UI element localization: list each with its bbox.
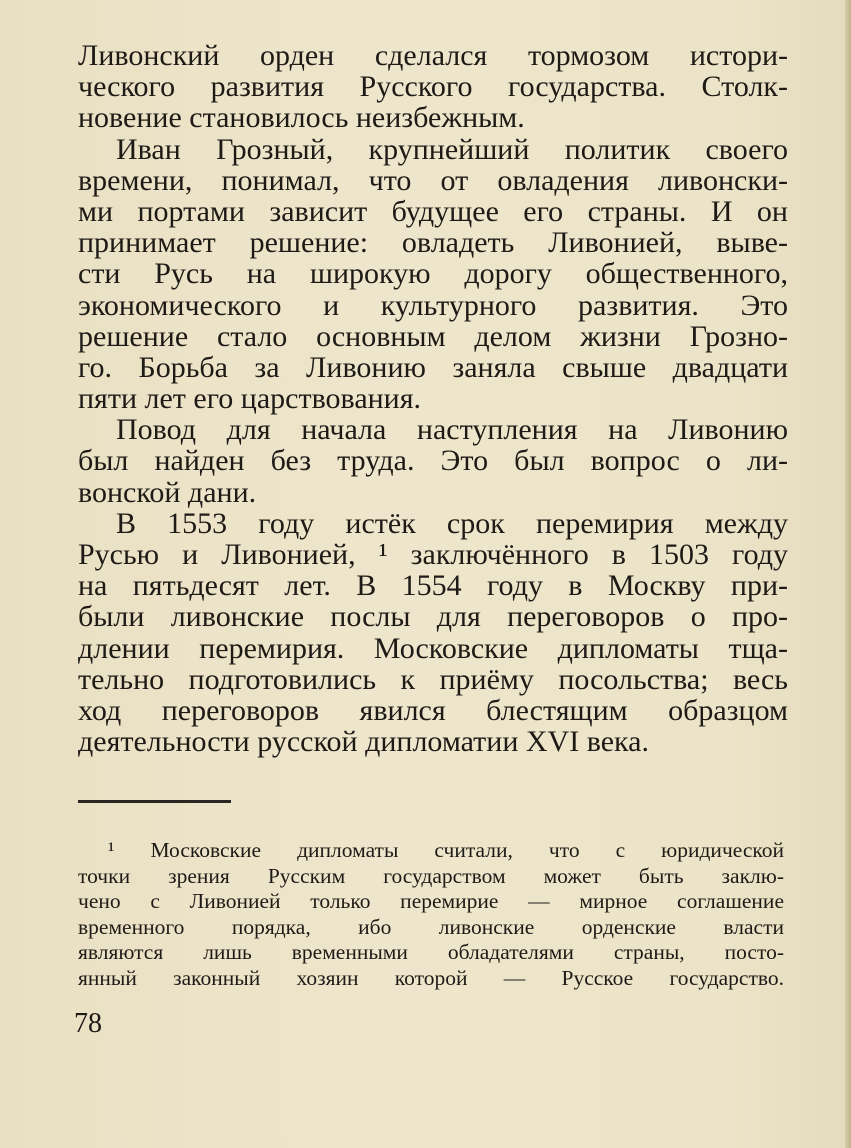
text-line: на пятьдесят лет. В 1554 году в Москву при- [78,569,788,603]
footnote-line: временного порядка, ибо ливонские орденские власти [78,914,784,939]
footnote-line: являются лишь временными обладателями страны, посто- [78,940,784,965]
footnote-line: ¹ Московские дипломаты считали, что с юридической [108,838,784,862]
text-line: Русью и Ливонией, ¹ заключённого в 1503 году [78,538,788,571]
text-line: го. Борьба за Ливонию заняла свыше двадцати [78,350,788,384]
text-line: ческого развития Русского государства. Столк- [78,70,788,104]
footnote-divider [78,800,231,803]
text-line: новение становилось неизбежным. [78,101,525,135]
text-line: вонской дани. [78,475,257,509]
text-line: ми портами зависит будущее его страны. И он [78,194,788,228]
text-line: длении перемирия. Московские дипломаты тща- [78,631,788,665]
text-line: пяти лет его царствования. [78,382,422,416]
footnote-line: чено с Ливонией только перемирие — мирное соглашение [78,889,784,914]
footnote-line: янный законный хозяин которой — Русское государство. [78,965,784,990]
page-number: 78 [74,1008,102,1039]
text-line: принимает решение: овладеть Ливонией, выве- [78,226,788,260]
text-line: был найден без труда. Это был вопрос о ли- [78,444,788,478]
text-line: ход переговоров явился блестящим образцом [78,693,788,727]
text-line: Повод для начала наступления на Ливонию [116,413,788,447]
page-edge [845,0,851,1148]
main-text [78,40,788,757]
text-line: В 1553 году истёк срок перемирия между [116,506,788,540]
text-line: сти Русь на широкую дорогу общественного, [78,257,788,291]
text-line: времени, понимал, что от овладения ливонски- [78,163,788,197]
text-line: решение стало основным делом жизни Грозно- [78,319,788,353]
text-line: Ливонский орден сделался тормозом истори- [78,39,788,72]
text-line: были ливонские послы для переговоров о про- [78,600,788,634]
text-line: Иван Грозный, крупнейший политик своего [116,132,788,166]
text-line: тельно подготовились к приёму посольства; весь [78,662,788,696]
text-line: деятельности русской дипломатии XVI века. [78,725,649,759]
footnote-line: точки зрения Русским государством может быть заклю- [78,863,784,888]
text-line: экономического и культурного развития. Это [78,288,788,322]
footnote [78,838,784,992]
